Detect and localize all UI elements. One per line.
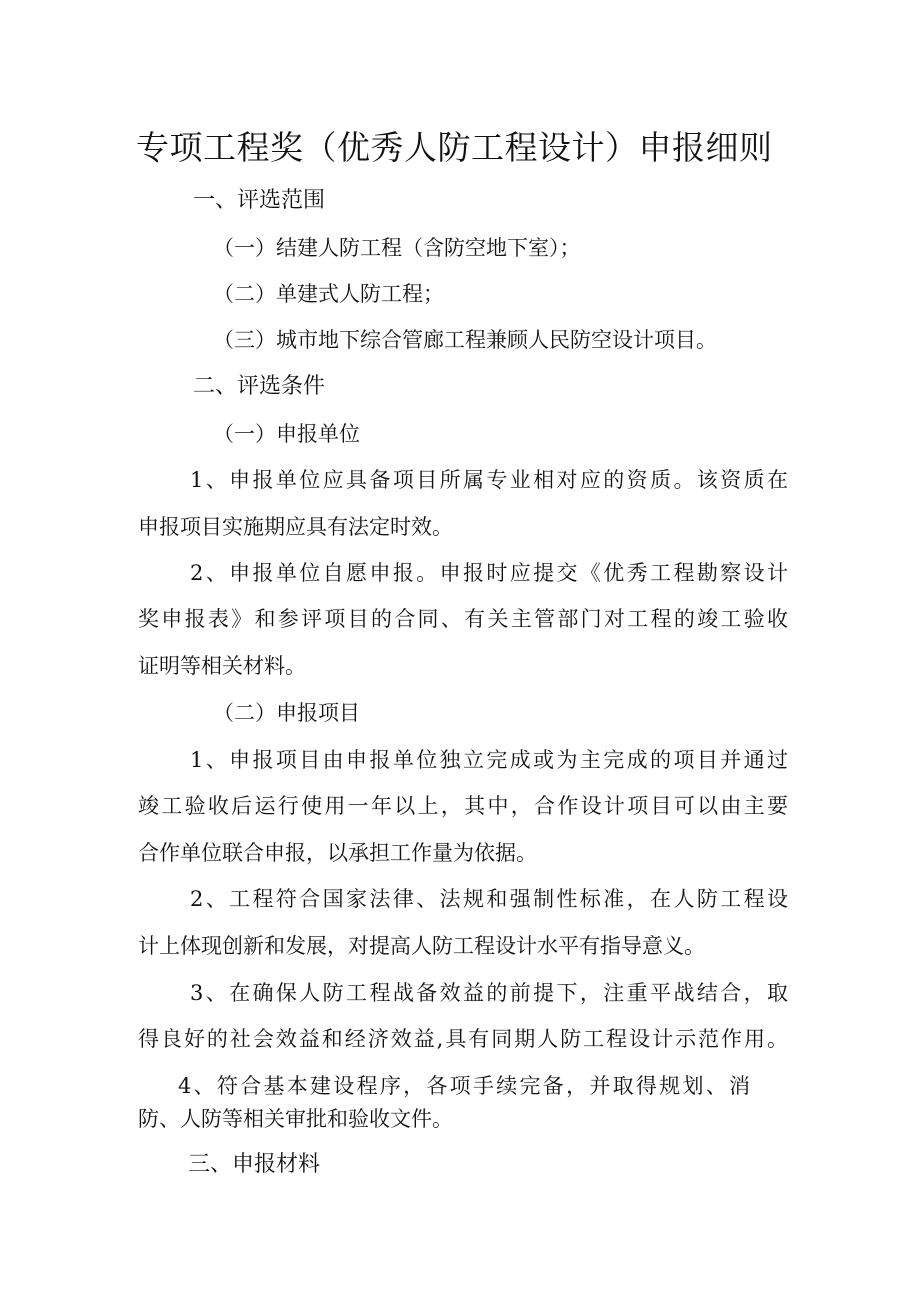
- applicant-paragraph-2-line-3: 证明等相关材料。: [138, 654, 306, 678]
- project-paragraph-4-line-1: 4、符合基本建设程序，各项手续完备，并取得规划、消: [178, 1074, 750, 1098]
- section-heading-scope: 一、评选范围: [193, 188, 326, 213]
- applicant-paragraph-1-line-2: 申报项目实施期应具有法定时效。: [138, 515, 453, 539]
- section-heading-materials: 三、申报材料: [188, 1152, 321, 1177]
- scope-item-1: （一）结建人防工程（含防空地下室）；: [213, 236, 581, 260]
- project-paragraph-4-line-2: 防、人防等相关审批和验收文件。: [138, 1107, 453, 1131]
- project-paragraph-3-line-1: 3、在确保人防工程战备效益的前提下，注重平战结合，取: [190, 981, 788, 1005]
- applicant-paragraph-2-line-2: 奖申报表》和参评项目的合同、有关主管部门对工程的竣工验收: [138, 607, 788, 631]
- subheading-project: （二）申报项目: [213, 701, 360, 725]
- project-paragraph-1-line-3: 合作单位联合申报，以承担工作量为依据。: [138, 841, 537, 865]
- subheading-applicant: （一）申报单位: [213, 422, 360, 446]
- scope-item-2: （二）单建式人防工程；: [213, 282, 444, 306]
- project-paragraph-1-line-1: 1、申报项目由申报单位独立完成或为主完成的项目并通过: [190, 748, 788, 772]
- project-paragraph-2-line-2: 计上体现创新和发展，对提高人防工程设计水平有指导意义。: [138, 934, 705, 958]
- project-paragraph-3-line-2: 得良好的社会效益和经济效益,具有同期人防工程设计示范作用。: [138, 1027, 788, 1051]
- applicant-paragraph-2-line-1: 2、申报单位自愿申报。申报时应提交《优秀工程勘察设计: [190, 561, 788, 585]
- applicant-paragraph-1-line-1: 1、申报单位应具备项目所属专业相对应的资质。该资质在: [190, 468, 788, 492]
- scope-item-3: （三）城市地下综合管廊工程兼顾人民防空设计项目。: [213, 328, 717, 352]
- section-heading-conditions: 二、评选条件: [193, 374, 326, 399]
- project-paragraph-2-line-1: 2、工程符合国家法律、法规和强制性标准，在人防工程设: [190, 887, 788, 911]
- project-paragraph-1-line-2: 竣工验收后运行使用一年以上，其中，合作设计项目可以由主要: [138, 794, 788, 818]
- document-title: 专项工程奖（优秀人防工程设计）申报细则: [136, 128, 773, 167]
